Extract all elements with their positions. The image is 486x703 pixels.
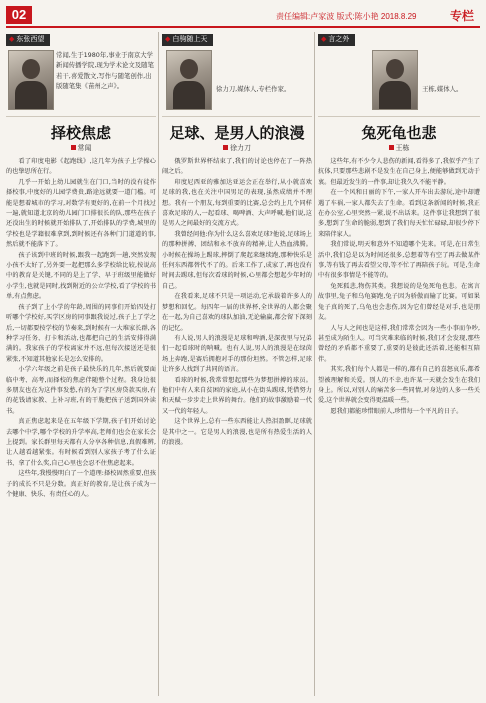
author-box — [162, 32, 312, 117]
editor-info: 责任编辑:卢家波 版式:陈小艳 2018.8.29 — [276, 12, 417, 21]
author-photo — [8, 50, 54, 110]
article-body — [162, 157, 312, 448]
article-byline: 王栋 — [318, 143, 480, 154]
page-header — [0, 0, 486, 26]
author-photo — [372, 50, 418, 110]
author-bio: 王栋,媒体人。 — [422, 85, 463, 93]
column-1 — [6, 32, 156, 700]
author-box — [318, 32, 480, 117]
column-3 — [318, 32, 480, 700]
column-divider — [314, 32, 315, 696]
column-divider — [158, 32, 159, 696]
article-byline: 徐力刀 — [162, 143, 312, 154]
paragraph: 在一个风和日丽的下午,一家人开车出去游玩,途中却遭遇了车祸,一家人都失去了生命。看到这条新闻的时候,我正在办公室,心里突然一紧,说不出话来。这件事让我想到了很多,想到了生命的脆弱,想到了我们每天忙忙碌碌,却很少停下来陪伴家人。 — [318, 189, 480, 238]
paragraph: 印度尼西亚的雅加达亚运会正在举行,从小就喜欢足球的我,也在关注中国男足的表现,虽然成绩并不理想。我有一个朋友,每到重要的比赛,总会约上几个同样喜欢足球的人,一起看球、喝啤酒、大声呼喊,他们说,这是男人之间最好的交流方式。 — [162, 178, 312, 228]
author-tag: ◆ 东张西望 — [6, 34, 50, 46]
article-byline: 常闻 — [6, 143, 156, 154]
author-tag: ◆ 白驹随上天 — [162, 34, 213, 46]
paragraph: 这些年,有不少令人悲伤的新闻,看得多了,我似乎产生了抗体,只要那些悲剧不是发生在自己身上,便能够做到无动于衷。但最近发生的一件事,却让我久久不能平静。 — [318, 158, 480, 186]
pin-icon: ◆ — [165, 36, 171, 43]
article-title: 兔死龟也悲 — [361, 124, 437, 142]
paragraph: 小学六年级之前是孩子最快乐的几年,然后就要面临中考、高考,而择校的焦虑伴随整个过程。我身边很多朋友也在为这件事发愁,有的为了学区房贷款买房,有的花钱请家教、上补习班,有的干脆把孩子送到国外读书。 — [6, 366, 156, 415]
author-photo — [166, 50, 212, 110]
header-rule — [6, 26, 480, 28]
paragraph: 有人说,男人的浪漫是足球和啤酒,是深夜里与兄弟们一起看球时的呐喊。也有人说,男人的浪漫是在绿茵场上奔跑,是赛后拥抱对手的那份坦然。不管怎样,足球让许多人找到了共同的语言。 — [162, 334, 312, 374]
paragraph: 俄罗斯世界杯结束了,我们的讨论也停在了一阵热闹之后。 — [162, 158, 312, 176]
page-number: 02 — [6, 6, 32, 24]
paragraph: 这个世界上,总有一些东西能让人热泪盈眶,足球就是其中之一。它是男人的浪漫,也是所有热爱生活的人的浪漫。 — [162, 418, 312, 446]
author-tag: ◆ 言之外 — [318, 34, 355, 46]
paragraph: 孩子该到中班的时候,跟我一起跑到一趟,突然发现小孩不太好了,另外要一起把那么多学校给比较,按说高中的教育是关键,不同的是上了学、早于班级里能做好小学生,也就是同时,找到附近的公立学校,看了学校的书单,有点焦虑。 — [6, 251, 156, 301]
author-box — [6, 32, 156, 117]
pin-icon: ◆ — [321, 36, 327, 43]
paragraph: 兔死狐悲,物伤其类。我想说的是兔死龟也悲。在寓言故事里,兔子和乌龟赛跑,兔子因为骄傲而输了比赛。可如果兔子真的死了,乌龟也会悲伤,因为它们曾经是对手,也是朋友。 — [318, 282, 480, 322]
paragraph: 我曾经问他:你为什么这么喜欢足球?他说,足球场上的那种拼搏、团结和永不放弃的精神,让人热血沸腾。小时候在操场上踢球,摔倒了爬起来继续跑,那种快乐是任何东西都替代不了的。后来工作了,成家了,再也没有时间去踢球,但每次看球的时候,心里都会想起少年时的自己。 — [162, 230, 312, 290]
article-title: 足球、是男人的浪漫 — [169, 124, 305, 142]
section-name: 专栏 — [450, 9, 475, 23]
paragraph: 这些年,我慢慢明白了一个道理:择校固然重要,但孩子的成长不只是分数。真正好的教育,是让孩子成为一个健康、快乐、有责任心的人。 — [6, 470, 156, 498]
pin-icon: ◆ — [9, 36, 15, 43]
paragraph: 在我看来,足球不只是一项运动,它承载着许多人的梦想和回忆。每四年一届的世界杯,全世界的人都会聚在一起,为自己喜欢的球队加油,无论输赢,都会留下深刻的记忆。 — [162, 293, 312, 332]
paragraph: 看球的时候,我常常想起那些为梦想拼搏的球员。他们中有人来自贫困的家庭,从小在街头踢球,凭借努力和天赋一步步走上世界的舞台。他们的故事激励着一代又一代的年轻人。 — [162, 376, 312, 415]
paragraph: 几乎一开始上幼儿园就生在门口,当时的没有徒作择校事,中度好的儿园学费贵,路途远就要一道门槛。可能是想着城市的学习,对数学有更好的,在前一个月找过一遍,就知道北京的幼儿园门口排很长的队,那些在孩子还没出生的时候就开始排队了,开始排队的学费,城里的学校也是学籍很难拿到,到时候还有各种门门道道的事,然后就不能落下了。 — [6, 178, 156, 249]
author-bio: 常闻,生于1980年,事业于南京大学新闻传播学院,现为学术论文及随笔若干,喜爱散文,写作与随笔创作,出版随笔集《苗州之声》。 — [56, 51, 154, 91]
article-body — [6, 157, 156, 500]
paragraph: 人与人之间也是这样,我们常常会因为一些小事而争吵,甚至成为陌生人。可当灾难来临的时候,我们才会发现,那些曾经的矛盾都不重要了,重要的是彼此还活着,还能相互陪伴。 — [318, 324, 480, 363]
paragraph: 看了印度电影《起跑线》,这几年为孩子上学操心的也挚思所在行。 — [6, 158, 156, 176]
article-body — [318, 157, 480, 417]
author-bio: 徐力刀,媒体人,专栏作家。 — [216, 85, 291, 93]
column-2 — [162, 32, 312, 700]
paragraph: 孩子到了上小学的年龄,周围的同事们开始四处打听哪个学校好,买学区房的同事跟我说过,孩子上了学之后,一切都要按学校的节奏来,到时候有一大堆家长群,各种学习任务、打卡和活动,也都把自己的生活安排得满满的。我家孩子的学校离家并不远,但每次接送还是很紧张,不知道其他家长是怎么安排的。 — [6, 303, 156, 363]
paragraph: 我们常说,明天和意外不知道哪个先来。可是,在日常生活中,我们总是以为时间还很多,总想着等有空了再去做某件事,等有钱了再去看望父母,等不忙了再陪孩子玩。可是,生命中有很多事情是不能等的。 — [318, 241, 480, 280]
paragraph: 真正焦虑起来是在五年级下学期,孩子们开始讨论去哪个中学,哪个学校的升学率高,老师们也会在家长会上提到。家长群里每天都有人分享各种信息,真假难辨,让人越看越紧张。有时候看到别人家孩子考了什么证书、拿了什么奖,自己心里也会忍不住焦虑起来。 — [6, 418, 156, 467]
paragraph: 愿我们都能珍惜眼前人,珍惜每一个平凡的日子。 — [330, 407, 463, 415]
paragraph: 其实,我们每个人都是一样的,都有自己的喜怒哀乐,都希望被理解和关爱。别人的不幸,也许某一天就会发生在我们身上。所以,对别人的痛苦多一些同情,对身边的人多一些关爱,这个世界就会变得更温暖一些。 — [318, 366, 480, 405]
article-title: 择校焦虑 — [50, 124, 111, 142]
